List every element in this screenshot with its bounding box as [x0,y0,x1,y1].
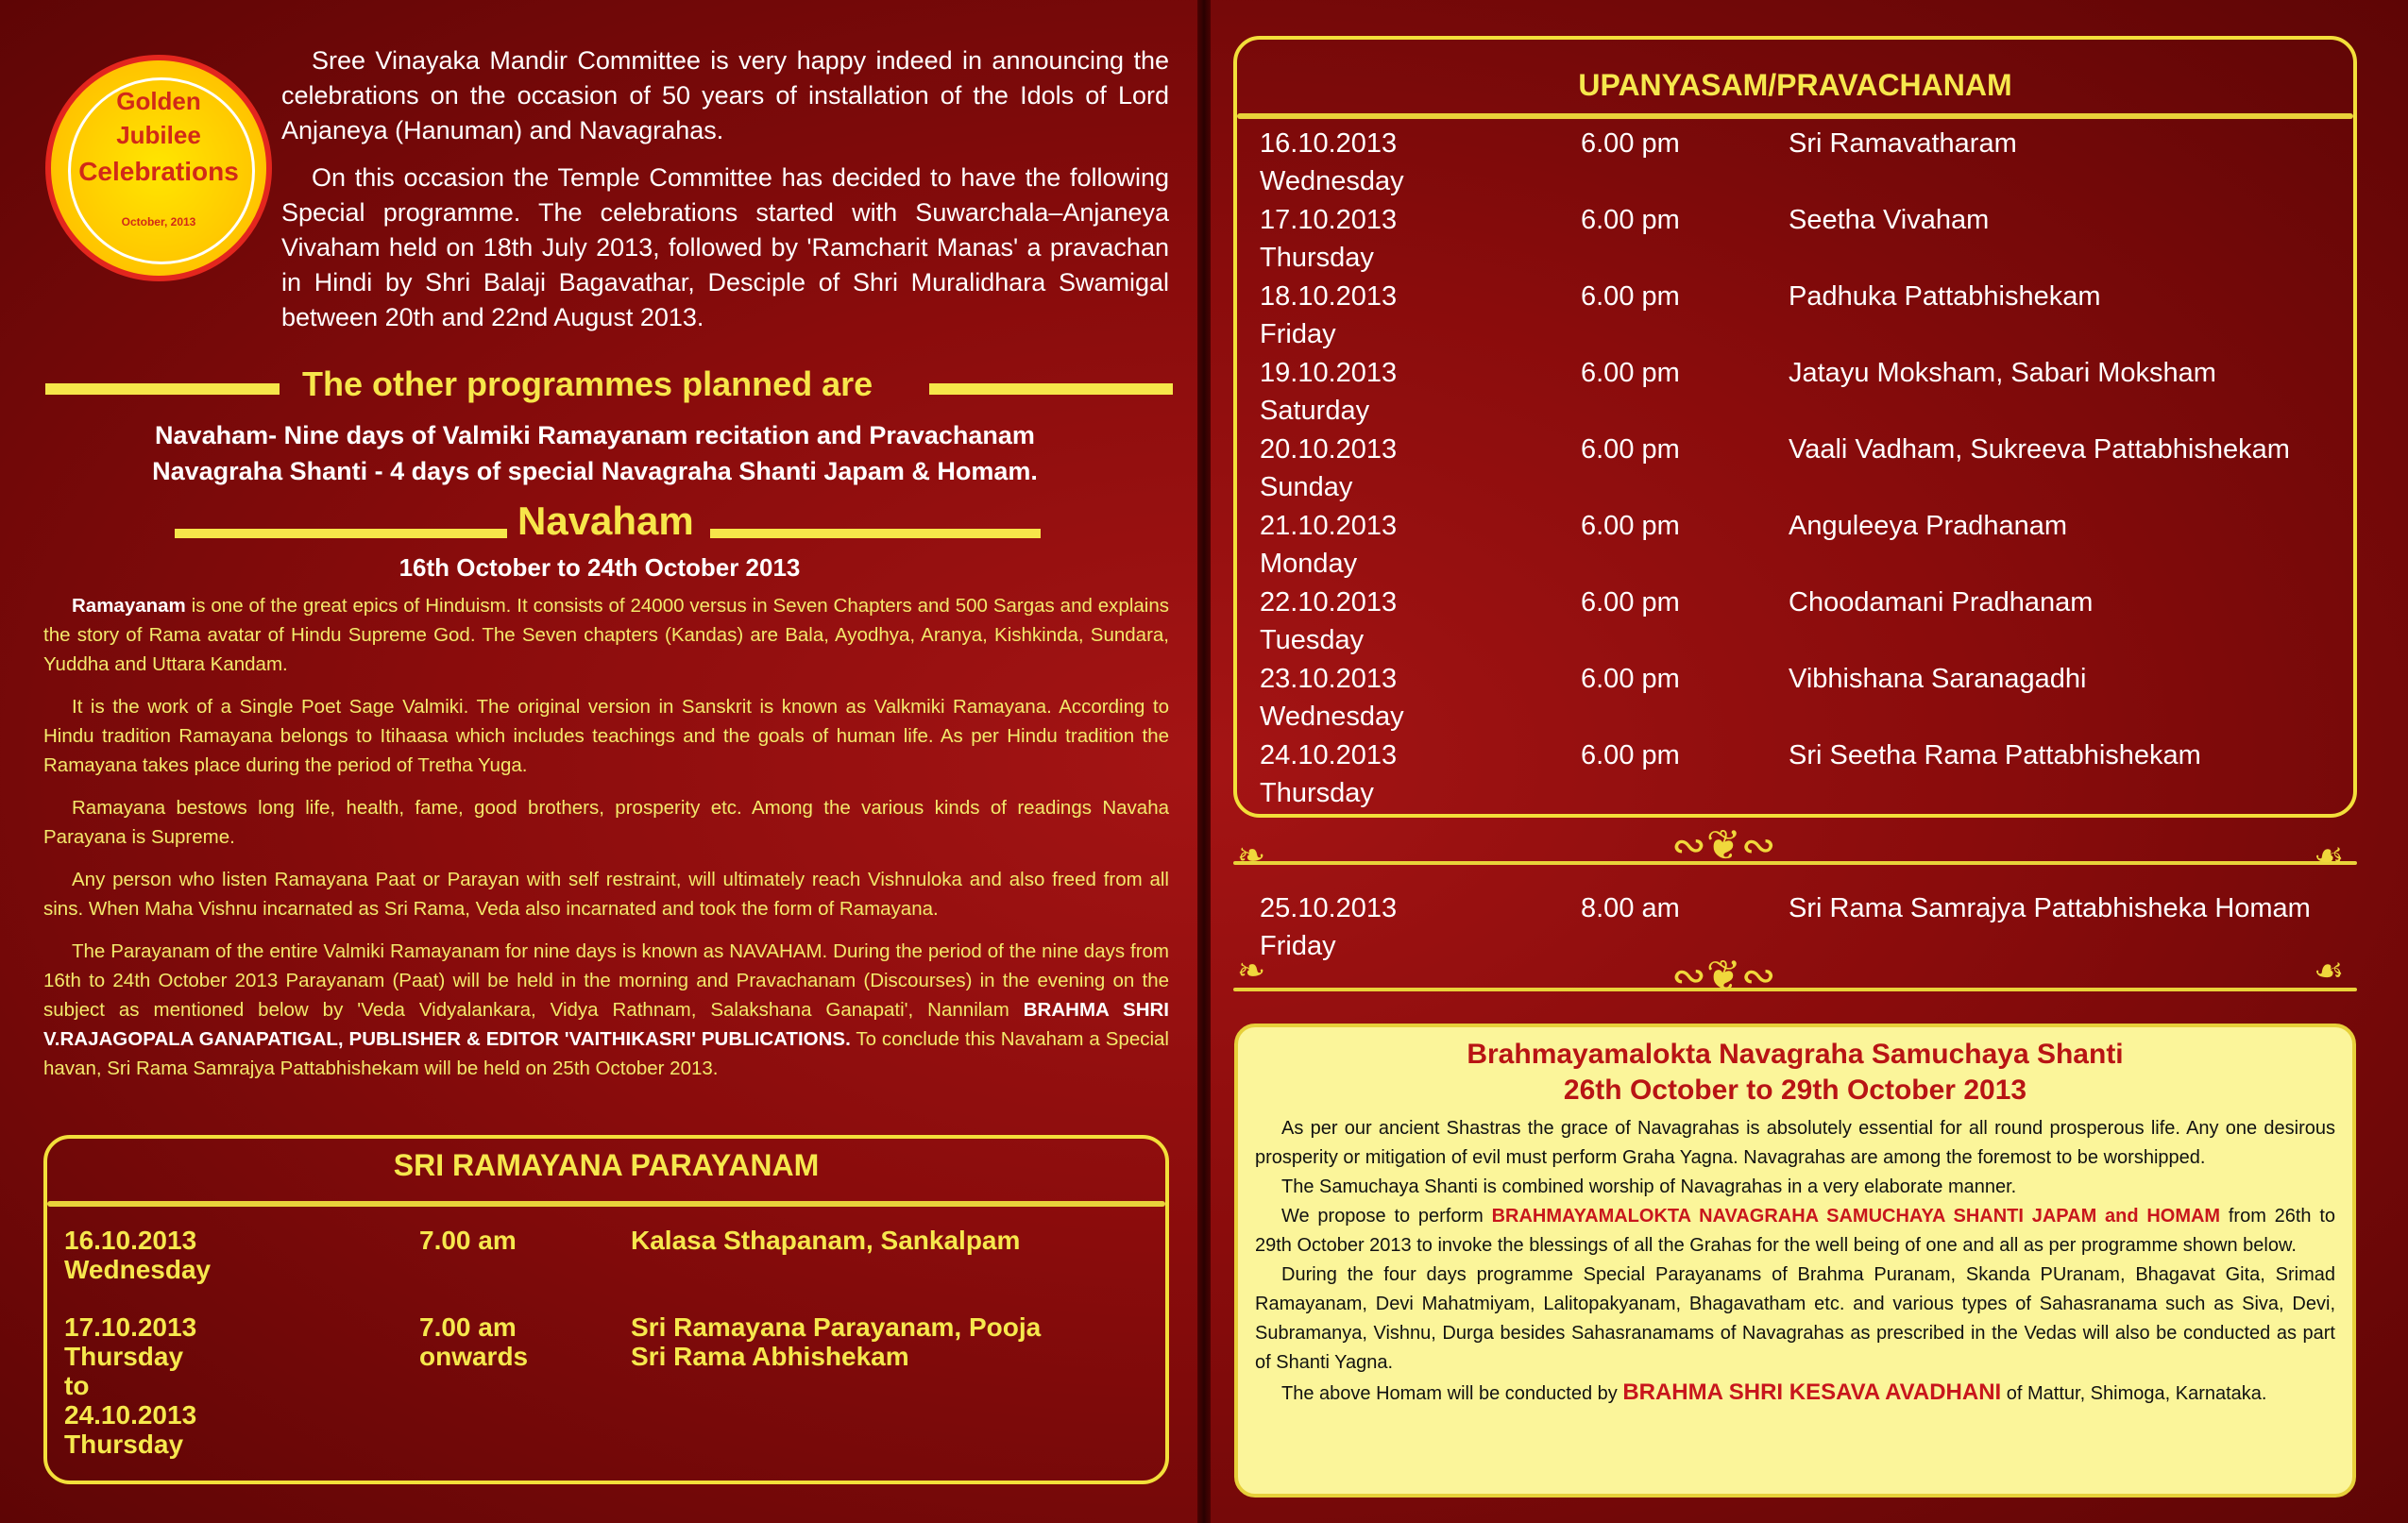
upanyasam-row-date: 21.10.2013 Monday [1260,511,1398,579]
navaham-bar-right [710,529,1041,538]
upanyasam-row-event: Vaali Vadham, Sukreeva Pattabhishekam [1789,434,2290,465]
navaham-para-3: Ramayana bestows long life, health, fame, good brothers, prosperity etc. Among the various kinds of readings Navaha Parayana is Supreme. [43,797,1169,848]
upanyasam-title: UPANYASAM/PRAVACHANAM [1578,68,2012,102]
upanyasam-row-time: 6.00 pm [1581,434,1680,465]
parayanam-row-2-dates: 17.10.2013 Thursday to 24.10.2013 Thursday [64,1312,197,1459]
upanyasam-row-event: Vibhishana Saranagadhi [1789,664,2087,694]
programme-navaham: Navaham- Nine days of Valmiki Ramayanam recitation and Pravachanam [155,421,1035,449]
navaham-heading: Navaham [517,499,694,543]
upanyasam-row-date: 22.10.2013 Tuesday [1260,587,1398,655]
upanyasam-row-date: 16.10.2013 Wednesday [1260,128,1404,196]
ornament-corner-br: ☙ [2314,951,2345,990]
shanti-title: Brahmayamalokta Navagraha Samuchaya Shanti [1467,1039,2124,1070]
upanyasam-row-time: 6.00 pm [1581,281,1680,312]
parayanam-row-1-time: 7.00 am [419,1226,517,1255]
ornament-scroll-bottom: ∾❦∾ [1671,953,1776,999]
navaham-dates: 16th October to 24th October 2013 [399,553,801,582]
intro-paragraph-1: Sree Vinayaka Mandir Committee is very happy indeed in announcing the celebrations on the occasion of 50 years of installation of the Idols of Lord Anjaneya (Hanuman) and Navagrahas. [281,46,1169,144]
ornament-corner-tr: ☙ [2314,836,2345,874]
parayanam-row-1-event: Kalasa Sthapanam, Sankalpam [631,1226,1021,1255]
navaham-para-2: It is the work of a Single Poet Sage Valmiki. The original version in Sanskrit is known as Valkmiki Ramayana. According to Hindu tradition Ramayana belongs to Itihaasa which includes teachings and the goals of human life. As per Hindu tradition the Ramayana takes place during the period of Tretha Yuga. [43,696,1169,776]
shanti-para-5: The above Homam will be conducted by BRAHMA SHRI KESAVA AVADHANI of Mattur, Shimoga, Karnataka. [1281,1379,2267,1405]
navaham-bar-left [175,529,507,538]
final-row-event: Sri Rama Samrajya Pattabhisheka Homam [1789,893,2311,923]
upanyasam-row-date: 18.10.2013 Friday [1260,281,1398,349]
parayanam-box [43,1135,1169,1484]
upanyasam-row-time: 6.00 pm [1581,740,1680,770]
shanti-para-1: As per our ancient Shastras the grace of Navagrahas is absolutely essential for all round prosperous life. Any one desirous prosperity or mitigation of evil must perform Graha Yagna. Navagrahas are among the foremost to be worshipped. [1255,1118,2335,1168]
programme-navagraha-shanti: Navagraha Shanti - 4 days of special Navagraha Shanti Japam & Homam. [152,457,1038,485]
upanyasam-row-event: Choodamani Pradhanam [1789,587,2094,618]
upanyasam-row-time: 6.00 pm [1581,587,1680,618]
upanyasam-row-date: 23.10.2013 Wednesday [1260,664,1404,732]
upanyasam-row-time: 6.00 pm [1581,128,1680,159]
upanyasam-row-date: 20.10.2013 Sunday [1260,434,1398,502]
parayanam-row-2-time: 7.00 am onwards [419,1312,529,1371]
upanyasam-row-time: 6.00 pm [1581,358,1680,388]
upanyasam-row-time: 6.00 pm [1581,205,1680,235]
shanti-para-2: The Samuchaya Shanti is combined worship of Navagrahas in a very elaborate manner. [1281,1176,2017,1197]
upanyasam-row-event: Sri Ramavatharam [1789,128,2017,159]
navaham-para-1: Ramayanam is one of the great epics of Hinduism. It consists of 24000 versus in Seven Chapters and 500 Sargas and explains the story of Rama avatar of Hindu Supreme God. The Seven chapters (Kandas) are Bala, Ayodhya, Aranya, Kishkinda, Sundara, Yuddha and Uttara Kandam. [43,595,1169,675]
parayanam-divider [47,1201,1165,1207]
heading-bar-left [45,383,280,395]
heading-bar-right [929,383,1173,395]
shanti-dates: 26th October to 29th October 2013 [1563,1075,2027,1106]
upanyasam-row-time: 6.00 pm [1581,511,1680,541]
shanti-para-4: During the four days programme Special Parayanams of Brahma Puranam, Skanda PUranam, Bhagavat Gita, Srimad Ramayanam, Devi Mahatmiyam, Lalitopakyanam, Bhagavatham etc. and various types of Sahasranama such as Siva, Devi, Subramanya, Vishnu, Durga besides Sahasranamams of Navagrahas as prescribed in the Vedas will also be conducted as part of Shanti Yagna. [1255,1264,2335,1373]
seal-line-golden: Golden [116,87,201,115]
parayanam-title: SRI RAMAYANA PARAYANAM [393,1148,820,1182]
upanyasam-row-date: 24.10.2013 Thursday [1260,740,1398,808]
seal-line-celebrations: Celebrations [78,157,239,186]
upanyasam-row-event: Anguleeya Pradhanam [1789,511,2068,541]
upanyasam-row-date: 19.10.2013 Saturday [1260,358,1398,426]
ornament-line-top [1233,861,2357,865]
upanyasam-row-event: Jatayu Moksham, Sabari Moksham [1789,358,2216,388]
upanyasam-row-time: 6.00 pm [1581,664,1680,694]
ornament-scroll-top: ∾❦∾ [1671,822,1776,869]
center-fold [1197,0,1211,1523]
intro-paragraph-2: On this occasion the Temple Committee has decided to have the following Special programme. The celebrations started with Suwarchala–Anjaneya Vivaham held on 18th July 2013, followed by 'Ramcharit Manas' a pravachan in Hindi by Shri Balaji Bagavathar, Desciple of Shri Muralidhara Swamigal between 20th and 22nd August 2013. [281,163,1169,331]
navaham-para-5: The Parayanam of the entire Valmiki Ramayanam for nine days is known as NAVAHAM. During the period of the nine days from 16th to 24th October 2013 Parayanam (Paat) will be held in the morning and Pravachanam (Discourses) in the evening on the subject as mentioned below by 'Veda Vidyalankara, Vidya Rathnam, Salakshana Ganapati', Nannilam BRAHMA SHRI V.RAJAGOPALA GANAPATIGAL, PUBLISHER & EDITOR 'VAITHIKASRI' PUBLICATIONS. To conclude this Navaham a Special havan, Sri Rama Samrajya Pattabhishekam will be held on 25th October 2013. [43,940,1169,1079]
upanyasam-divider [1237,113,2353,119]
seal-date: October, 2013 [121,215,196,228]
final-row-date: 25.10.2013 Friday [1260,893,1398,961]
upanyasam-row-date: 17.10.2013 Thursday [1260,205,1398,273]
final-row-time: 8.00 am [1581,893,1680,923]
shanti-para-3: We propose to perform BRAHMAYAMALOKTA NAVAGRAHA SAMUCHAYA SHANTI JAPAM and HOMAM from 26th to 29th October 2013 to invoke the blessings of all the Grahas for the well being of one and all as per programme shown below. [1255,1206,2336,1256]
ornament-line-bottom [1233,988,2357,991]
other-programmes-heading: The other programmes planned are [302,364,873,403]
parayanam-row-2-event: Sri Ramayana Parayanam, Pooja Sri Rama Abhishekam [631,1312,1042,1371]
other-programmes-list [38,417,1152,489]
ornament-corner-tl: ❧ [1237,836,1266,874]
seal-line-jubilee: Jubilee [116,121,201,149]
parayanam-row-1-date: 16.10.2013 Wednesday [64,1226,212,1284]
navagraha-shanti-box [1234,1024,2356,1498]
upanyasam-row-event: Seetha Vivaham [1789,205,1990,235]
upanyasam-row-event: Padhuka Pattabhishekam [1789,281,2101,312]
navaham-para-4: Any person who listen Ramayana Paat or Parayan with self restraint, will ultimately reach Vishnuloka and also freed from all sins. When Maha Vishnu incarnated as Sri Rama, Veda also incarnated and took the form of Ramayana. [43,869,1169,920]
ornament-corner-bl: ❧ [1237,951,1266,990]
navaham-description [43,591,1169,1083]
upanyasam-row-event: Sri Seetha Rama Pattabhishekam [1789,740,2201,770]
